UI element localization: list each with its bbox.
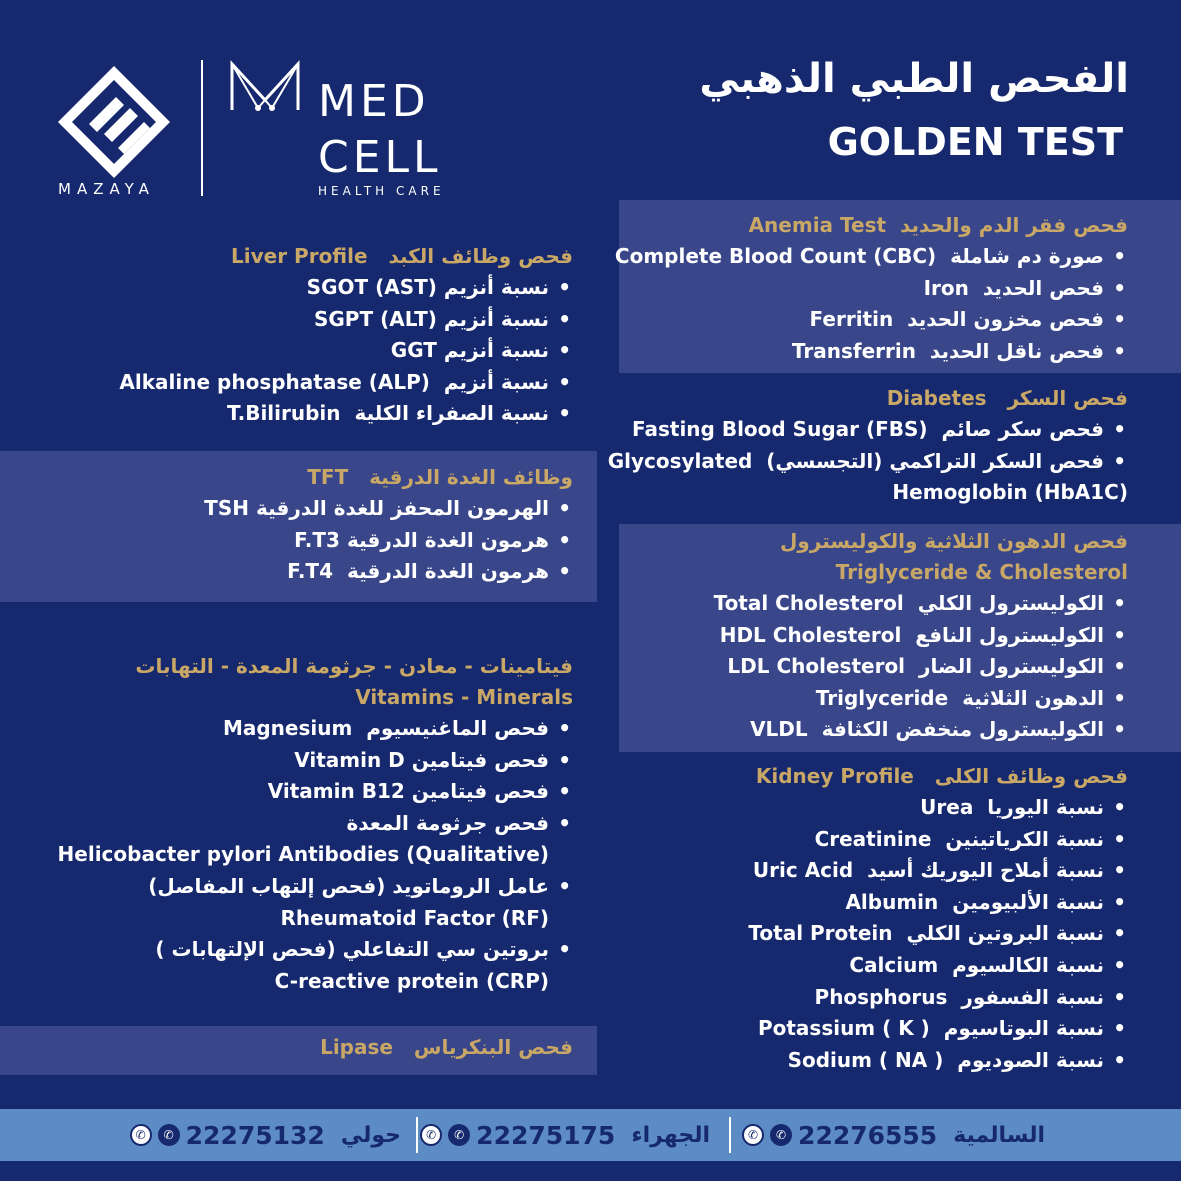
branch-city: الجهراء <box>631 1122 710 1148</box>
list-item <box>58 776 573 808</box>
mazaya-logo <box>54 62 174 202</box>
vitamins-heading-en: Vitamins - Minerals <box>355 685 573 709</box>
list-item <box>119 367 573 399</box>
medcell-logo <box>226 60 446 200</box>
item-en: Total Protein <box>748 921 893 946</box>
thyroid-list <box>204 493 573 588</box>
list-item <box>58 713 573 745</box>
item-ar: الكوليسترول منخفض الكثافة <box>821 717 1104 742</box>
item-ar: نسبة الصوديوم <box>957 1047 1104 1072</box>
list-item <box>608 414 1128 446</box>
item-ar: فحص فيتامين <box>411 747 549 772</box>
kidney-list <box>748 792 1128 1076</box>
item-ar: فحص فيتامين <box>411 779 549 804</box>
thyroid-heading <box>204 462 573 493</box>
item-en: Vitamin B12 <box>267 779 405 804</box>
item-en: Potassium ( K ) <box>757 1016 930 1041</box>
footer-divider <box>729 1117 731 1153</box>
liver-heading <box>119 241 573 272</box>
list-item <box>714 620 1128 652</box>
medcell-subtitle: HEALTH CARE <box>318 184 445 198</box>
list-item <box>748 918 1128 950</box>
item-ar: نسبة البروتين الكلي <box>906 921 1104 946</box>
branch-phone[interactable]: 22275175 <box>476 1120 616 1150</box>
vitamins-heading-ar: فيتامينات - معادن - جرثومة المعدة - التهابات <box>135 654 573 678</box>
item-ar: الكوليسترول الكلي <box>917 591 1104 615</box>
vitamins-section <box>58 651 573 997</box>
item-ar: هرمون الغدة الدرقية <box>346 559 549 584</box>
phone-icon[interactable]: ✆ <box>420 1124 442 1146</box>
phone-icon[interactable]: ✆ <box>130 1124 152 1146</box>
branch-city: حولي <box>340 1122 401 1148</box>
item-ar: فحص السكر التراكمي (التجسسي) <box>766 448 1104 473</box>
item-ar: نسبة أنزيم <box>443 275 549 299</box>
item-en: Albumin <box>845 889 939 914</box>
item-en: F.T4 <box>287 559 333 584</box>
item-en: Helicobacter pylori Antibodies (Qualitative) <box>57 842 549 867</box>
item-en: TSH <box>204 496 249 520</box>
thyroid-heading-en: TFT <box>307 465 349 489</box>
list-item <box>748 824 1128 856</box>
item-ar: عامل الروماتويد (فحص إلتهاب المفاصل) <box>148 873 549 898</box>
item-ar: صورة دم شاملة <box>950 244 1104 268</box>
list-item <box>608 446 1128 478</box>
list-item <box>615 336 1128 368</box>
whatsapp-icon[interactable]: ✆ <box>770 1124 792 1146</box>
item-ar: فحص مخزون الحديد <box>907 307 1104 332</box>
page-title-ar: الفحص الطبي الذهبي <box>699 56 1129 102</box>
lipids-heading-ar: فحص الدهون الثلاثية والكوليسترول <box>780 529 1128 553</box>
branch-jahra <box>420 1117 710 1153</box>
vitamins-list <box>58 713 573 997</box>
logo-divider <box>201 60 203 196</box>
item-en: Rheumatoid Factor (RF) <box>280 905 549 930</box>
kidney-heading-en: Kidney Profile <box>755 764 914 788</box>
list-item <box>204 556 573 588</box>
item-en: T.Bilirubin <box>227 401 341 426</box>
list-item <box>748 950 1128 982</box>
list-item <box>714 714 1128 746</box>
item-ar: نسبة الكالسيوم <box>952 952 1104 977</box>
list-item <box>714 588 1128 620</box>
item-en: Triglyceride <box>815 685 949 710</box>
item-en: Complete Blood Count (CBC) <box>614 244 937 268</box>
item-en: Ferritin <box>809 307 894 332</box>
item-en: Uric Acid <box>752 858 854 883</box>
item-ar: نسبة الفسفور <box>961 984 1104 1009</box>
list-item <box>119 272 573 304</box>
item-ar: نسبة الكرياتينين <box>945 826 1104 851</box>
item-ar: نسبة أنزيم <box>443 306 549 331</box>
branch-salmiya <box>742 1117 1045 1153</box>
item-ar: نسبة أملاح اليوريك أسيد <box>867 858 1104 883</box>
list-item <box>58 871 573 934</box>
kidney-heading-ar: فحص وظائف الكلى <box>934 764 1128 788</box>
list-item <box>58 745 573 777</box>
item-en: Glycosylated <box>607 448 753 473</box>
item-en: HDL Cholesterol <box>719 622 902 647</box>
list-item <box>58 934 573 997</box>
item-en: Vitamin D <box>294 747 405 772</box>
pancreas-heading-en: Lipase <box>320 1035 393 1059</box>
liver-heading-en: Liver Profile <box>231 244 368 268</box>
item-en: Urea <box>920 795 974 819</box>
item-en: Magnesium <box>222 716 353 740</box>
mazaya-wordmark: MAZAYA <box>58 180 155 198</box>
list-item <box>204 493 573 525</box>
list-item <box>119 398 573 430</box>
item-en: SGOT (AST) <box>306 275 437 299</box>
item-ar: نسبة اليوريا <box>987 795 1104 819</box>
anemia-heading-en: Anemia Test <box>748 213 887 237</box>
branch-phone[interactable]: 22276555 <box>798 1120 938 1150</box>
item-ar: فحص الماغنيسيوم <box>366 716 549 740</box>
anemia-heading <box>615 210 1128 241</box>
diabetes-heading-en: Diabetes <box>886 386 987 410</box>
anemia-section <box>615 210 1128 367</box>
item-en: Phosphorus <box>814 984 948 1009</box>
lipids-section <box>714 526 1128 746</box>
anemia-heading-ar: فحص فقر الدم والحديد <box>899 213 1128 237</box>
list-item <box>714 651 1128 683</box>
item-ar: نسبة أنزيم <box>443 338 549 363</box>
list-item <box>714 683 1128 715</box>
item-en: Calcium <box>849 952 939 977</box>
item-en: Total Cholesterol <box>713 591 904 615</box>
contact-footer <box>0 1109 1181 1161</box>
anemia-list <box>615 241 1128 367</box>
diabetes-heading-ar: فحص السكر <box>1007 386 1128 410</box>
kidney-section <box>748 761 1128 1076</box>
kidney-heading <box>748 761 1128 792</box>
list-item <box>119 304 573 336</box>
lipids-list <box>714 588 1128 746</box>
whatsapp-icon[interactable]: ✆ <box>448 1124 470 1146</box>
diabetes-section <box>608 383 1128 509</box>
lipids-heading-en: Triglyceride & Cholesterol <box>835 560 1128 584</box>
item-en: LDL Cholesterol <box>727 654 906 679</box>
list-item <box>748 982 1128 1014</box>
item-ar: الهرمون المحفز للغدة الدرقية <box>255 496 549 520</box>
medcell-emblem-icon <box>228 60 302 114</box>
item-en: Fasting Blood Sugar (FBS) <box>632 417 928 441</box>
branch-hawalli <box>130 1117 401 1153</box>
item-en: VLDL <box>750 717 808 742</box>
list-item <box>748 1013 1128 1045</box>
diabetes-heading <box>608 383 1128 414</box>
list-item <box>58 808 573 871</box>
thyroid-section <box>204 462 573 588</box>
item-ar: هرمون الغدة الدرقية <box>346 527 549 552</box>
item-ar: فحص سكر صائم <box>941 417 1104 441</box>
mazaya-emblem-icon <box>54 62 174 182</box>
whatsapp-icon[interactable]: ✆ <box>158 1124 180 1146</box>
medcell-cell-text: CELL <box>318 132 442 183</box>
list-item <box>119 335 573 367</box>
item-en: Iron <box>923 275 969 300</box>
item-en: Transferrin <box>791 338 916 363</box>
item-ar: فحص الحديد <box>982 275 1104 300</box>
item-ar: نسبة الصفراء الكلية <box>354 401 549 426</box>
footer-divider <box>416 1117 418 1153</box>
item-en: SGPT (ALT) <box>313 306 437 331</box>
item-en: C-reactive protein (CRP) <box>274 968 549 993</box>
pancreas-heading <box>320 1032 573 1063</box>
list-item <box>748 887 1128 919</box>
pancreas-heading-ar: فحص البنكرياس <box>413 1035 573 1059</box>
liver-list <box>119 272 573 430</box>
list-item <box>615 273 1128 305</box>
diabetes-list <box>608 414 1128 477</box>
thyroid-heading-ar: وظائف الغدة الدرقية <box>369 465 573 489</box>
list-item <box>748 792 1128 824</box>
item-ar: فحص جرثومة المعدة <box>346 810 549 835</box>
item-ar: الدهون الثلاثية <box>962 685 1104 710</box>
liver-section <box>119 241 573 430</box>
item-en: Creatinine <box>814 826 932 851</box>
item-en: F.T3 <box>294 527 340 552</box>
list-item <box>615 304 1128 336</box>
pancreas-section <box>320 1032 573 1063</box>
item-ar: الكوليسترول النافع <box>915 622 1104 647</box>
item-ar: نسبة أنزيم <box>443 369 549 394</box>
item-ar: بروتين سي التفاعلي (فحص الإلتهابات ) <box>155 937 549 962</box>
liver-heading-ar: فحص وظائف الكبد <box>388 244 573 268</box>
item-ar: نسبة الألبيومين <box>952 889 1104 914</box>
list-item <box>204 525 573 557</box>
item-ar: الكوليسترول الضار <box>918 654 1104 679</box>
branch-phone[interactable]: 22275132 <box>185 1120 325 1150</box>
phone-icon[interactable]: ✆ <box>742 1124 764 1146</box>
branch-city: السالمية <box>953 1122 1045 1148</box>
item-ar: فحص ناقل الحديد <box>929 338 1104 363</box>
medcell-med-text: MED <box>318 76 430 127</box>
item-ar: نسبة البوتاسيوم <box>943 1016 1104 1041</box>
diabetes-continuation: Hemoglobin (HbA1C) <box>892 480 1128 505</box>
list-item <box>748 855 1128 887</box>
item-en: Sodium ( NA ) <box>787 1047 944 1072</box>
list-item <box>748 1045 1128 1077</box>
list-item <box>615 241 1128 273</box>
page-title-en: GOLDEN TEST <box>827 120 1123 164</box>
item-en: GGT <box>390 338 437 363</box>
item-en: Alkaline phosphatase (ALP) <box>119 369 430 394</box>
